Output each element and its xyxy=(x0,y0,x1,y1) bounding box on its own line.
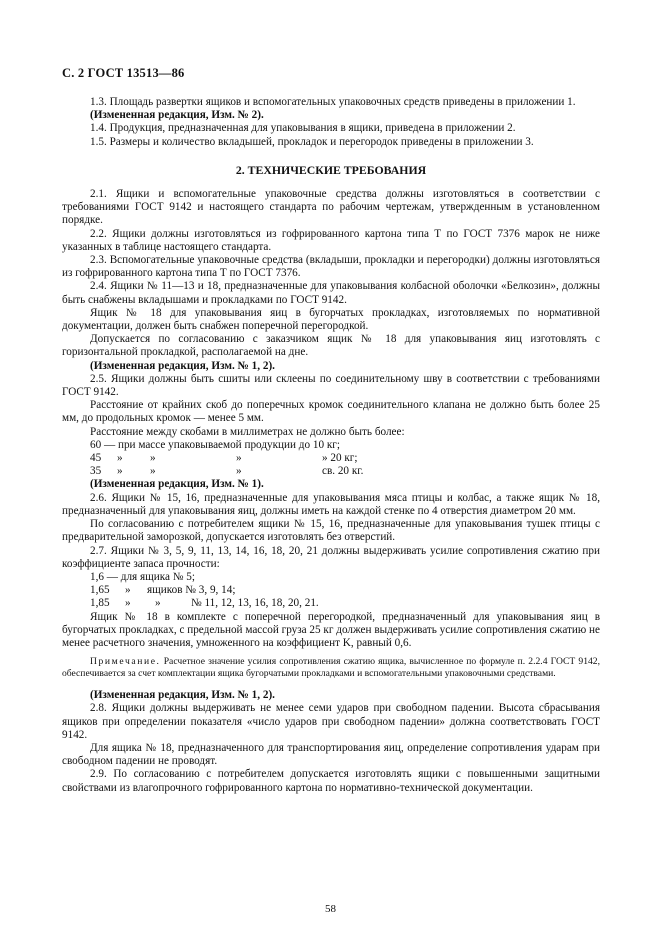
clause-2-8: 2.8. Ящики должны выдерживать не менее семи ударов при свободном падении. Высота сбрасывания ящиков при определении показателя «число ударов при свободном падении» должна соответствовать ГОСТ 9142. xyxy=(62,702,600,741)
clause-2-4-para2: Ящик № 18 для упаковывания яиц в бугорчатых прокладках, изготовляемых по нормативной документации, должен быть снабжен поперечной перегородкой. xyxy=(62,306,600,333)
edition-note: (Измененная редакция, Изм. № 1, 2). xyxy=(90,689,275,702)
ditto-mark: » xyxy=(125,597,131,610)
clause-2-6: 2.6. Ящики № 15, 16, предназначенные для упаковывания мяса птицы и колбас, а также ящик № 18, предназначенный для упаковывания яиц, должны иметь на каждой стенке по 4 отверстия диаметром 20 мм. xyxy=(62,491,600,517)
coefficient-text: № 11, 12, 13, 16, 18, 20, 21. xyxy=(191,597,319,610)
clause-2-5-para2: Расстояние от крайних скоб до поперечных кромок соединительного клапана не должно быть более 25 мм, до продольных кромок — менее 5 мм. xyxy=(62,399,600,425)
ditto-mark: » xyxy=(150,465,156,478)
ditto-mark: » xyxy=(117,465,123,478)
clause-2-5-para3: Расстояние между скобами в миллиметрах не должно быть более: xyxy=(90,425,405,438)
clause-2-6-para2: По согласованию с потребителем ящики № 15, 16, предназначенные для упаковывания тушек птицы с предварительной заморозкой, допускается изготовлять без отверстий. xyxy=(62,518,600,544)
coefficient-text: ящиков № 3, 9, 14; xyxy=(147,584,236,597)
clause-1-3: 1.3. Площадь развертки ящиков и вспомогательных упаковочных средств приведены в приложении 1. xyxy=(90,96,576,108)
ditto-mark: » xyxy=(150,452,156,465)
page-header: С. 2 ГОСТ 13513—86 xyxy=(62,66,185,80)
clause-2-4-para3: Допускается по согласованию с заказчиком ящик № 18 для упаковывания яиц изготовлять с горизонтальной прокладкой, располагаемой на дне. xyxy=(62,333,600,359)
coefficient-line-1: 1,6 — для ящика № 5; xyxy=(90,570,195,583)
coefficient-row-2 xyxy=(62,584,600,597)
clause-2-7: 2.7. Ящики № 3, 5, 9, 11, 13, 14, 16, 18, 20, 21 должны выдерживать усилие сопротивления сжатию при коэффициенте запаса прочности: xyxy=(62,544,600,570)
distance-line-60: 60 — при массе упаковываемой продукции до 10 кг; xyxy=(90,438,340,451)
clause-2-5: 2.5. Ящики должны быть сшиты или склеены по соединительному шву в соответствии с требованиями ГОСТ 9142. xyxy=(62,372,600,399)
ditto-mark: » xyxy=(155,597,161,610)
distance-value: 35 xyxy=(90,465,102,478)
note-text: Расчетное значение усилия сопротивления сжатию ящика, вычисленное по формуле п. 2.2.4 ГОСТ 9142, обеспечивается за счет комплектации ящика бугорчатыми прокладками и вспомогательными упаковочными средствами. xyxy=(62,656,600,680)
edition-note: (Измененная редакция, Изм. № 1). xyxy=(90,478,264,491)
note-label: Примечание. xyxy=(90,656,161,668)
clause-1-4: 1.4. Продукция, предназначенная для упаковывания в ящики, приведена в приложении 2. xyxy=(90,122,516,135)
coefficient-value: 1,85 xyxy=(90,597,110,610)
distance-tail: св. 20 кг. xyxy=(322,465,364,478)
edition-note: (Измененная редакция, Изм. № 2). xyxy=(90,109,264,122)
ditto-mark: » xyxy=(125,584,131,597)
edition-note: (Измененная редакция, Изм. № 1, 2). xyxy=(90,359,275,372)
clause-1-5: 1.5. Размеры и количество вкладышей, прокладок и перегородок приведены в приложении 3. xyxy=(90,135,534,148)
coefficient-row-3 xyxy=(62,597,600,610)
distance-row-45 xyxy=(62,452,600,465)
clause-2-8-para2: Для ящика № 18, предназначенного для транспортирования яиц, определение сопротивления ударам при свободном падении не проводят. xyxy=(62,741,600,768)
clause-2-1: 2.1. Ящики и вспомогательные упаковочные средства должны изготовляться в соответствии с требованиями ГОСТ 9142 и настоящего стандарта по рабочим чертежам, утвержденным в установленном порядке. xyxy=(62,188,600,227)
page-number: 58 xyxy=(325,903,336,915)
coefficient-value: 1,65 xyxy=(90,584,110,597)
ditto-mark: » xyxy=(236,465,242,478)
distance-value: 45 xyxy=(90,452,102,465)
distance-row-35 xyxy=(62,465,600,478)
distance-tail: » 20 кг; xyxy=(322,452,358,465)
note xyxy=(62,656,600,680)
document-page xyxy=(62,66,600,795)
ditto-mark: » xyxy=(117,452,123,465)
clause-2-7-para2: Ящик № 18 в комплекте с поперечной перегородкой, предназначенный для упаковывания яиц в бугорчатых прокладках, с предельной массой груза 25 кг должен выдерживать усилие сопротивления сжатию не менее расчетного значения, умноженного на коэффициент K, равный 0,6. xyxy=(62,610,600,649)
clause-2-9: 2.9. По согласованию с потребителем допускается изготовлять ящики с повышенными защитными свойствами из влагопрочного гофрированного картона по нормативно-технической документации. xyxy=(62,768,600,794)
clause-2-2: 2.2. Ящики должны изготовляться из гофрированного картона типа Т по ГОСТ 7376 марок не ниже указанных в таблице настоящего стандарта. xyxy=(62,227,600,253)
section-title: 2. ТЕХНИЧЕСКИЕ ТРЕБОВАНИЯ xyxy=(235,162,427,177)
clause-2-4: 2.4. Ящики № 11—13 и 18, предназначенные для упаковывания колбасной оболочки «Белкозин», должны быть снабжены вкладышами и прокладками по ГОСТ 9142. xyxy=(62,280,600,306)
clause-2-3: 2.3. Вспомогательные упаковочные средства (вкладыши, прокладки и перегородки) должны изготовляться из гофрированного картона типа Т по ГОСТ 7376. xyxy=(62,254,600,280)
ditto-mark: » xyxy=(236,452,242,465)
